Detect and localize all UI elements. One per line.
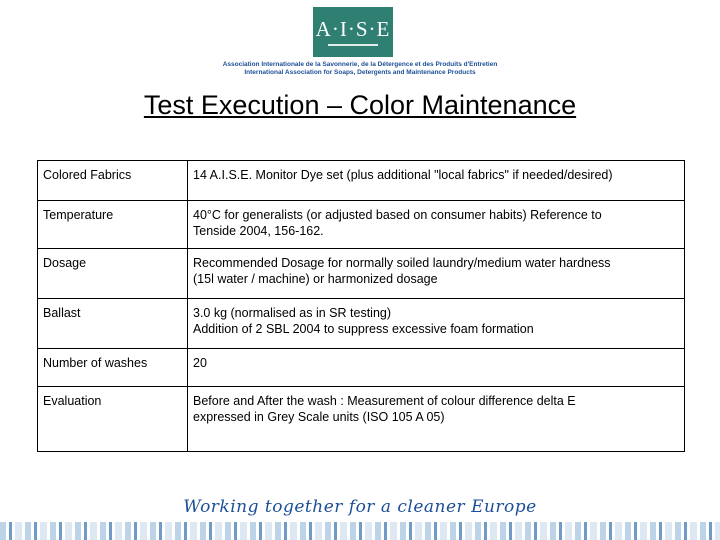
logo-underline: [328, 44, 378, 46]
table-row: [38, 201, 685, 249]
table-row: [38, 299, 685, 349]
row-value: [188, 249, 685, 299]
logo-text: A·I·S·E: [315, 17, 391, 41]
table-row: [38, 249, 685, 299]
row-value-line: 3.0 kg (normalised as in SR testing): [193, 306, 392, 320]
row-label: Number of washes: [38, 349, 188, 387]
row-value: [188, 349, 685, 387]
row-value-line: Tenside 2004, 156-162.: [193, 224, 324, 238]
row-label: Ballast: [38, 299, 188, 349]
row-value-line: 14 A.I.S.E. Monitor Dye set (plus additional "local fabrics" if needed/desired): [193, 168, 613, 182]
row-value-line: Before and After the wash : Measurement of colour difference delta E: [193, 394, 576, 408]
row-value-line: expressed in Grey Scale units (ISO 105 A 05): [193, 410, 445, 424]
row-value-line: 40°C for generalists (or adjusted based on consumer habits) Reference to: [193, 208, 602, 222]
association-name-en: International Association for Soaps, Detergents and Maintenance Products: [244, 69, 476, 76]
row-value: [188, 387, 685, 452]
table-row: [38, 161, 685, 201]
row-value-line: Addition of 2 SBL 2004 to suppress excessive foam formation: [193, 322, 534, 336]
footer-slogan: Working together for a cleaner Europe: [183, 497, 537, 517]
table-row: [38, 387, 685, 452]
slide-title: Test Execution – Color Maintenance: [143, 90, 577, 120]
row-label: Evaluation: [38, 387, 188, 452]
row-value-line: (15l water / machine) or harmonized dosage: [193, 272, 438, 286]
footer-stripe: [0, 522, 720, 540]
row-label: Colored Fabrics: [38, 161, 188, 201]
row-value: [188, 299, 685, 349]
row-label: Dosage: [38, 249, 188, 299]
row-value-line: Recommended Dosage for normally soiled laundry/medium water hardness: [193, 256, 611, 270]
row-value: [188, 161, 685, 201]
association-name: [200, 61, 520, 77]
aise-logo: [313, 7, 393, 57]
association-name-fr: Association Internationale de la Savonnerie, de la Détergence et des Produits d'Entretien: [222, 61, 498, 68]
row-value-line: 20: [193, 356, 207, 370]
row-label: Temperature: [38, 201, 188, 249]
table-row: [38, 349, 685, 387]
parameters-table: [37, 160, 685, 452]
row-value: [188, 201, 685, 249]
